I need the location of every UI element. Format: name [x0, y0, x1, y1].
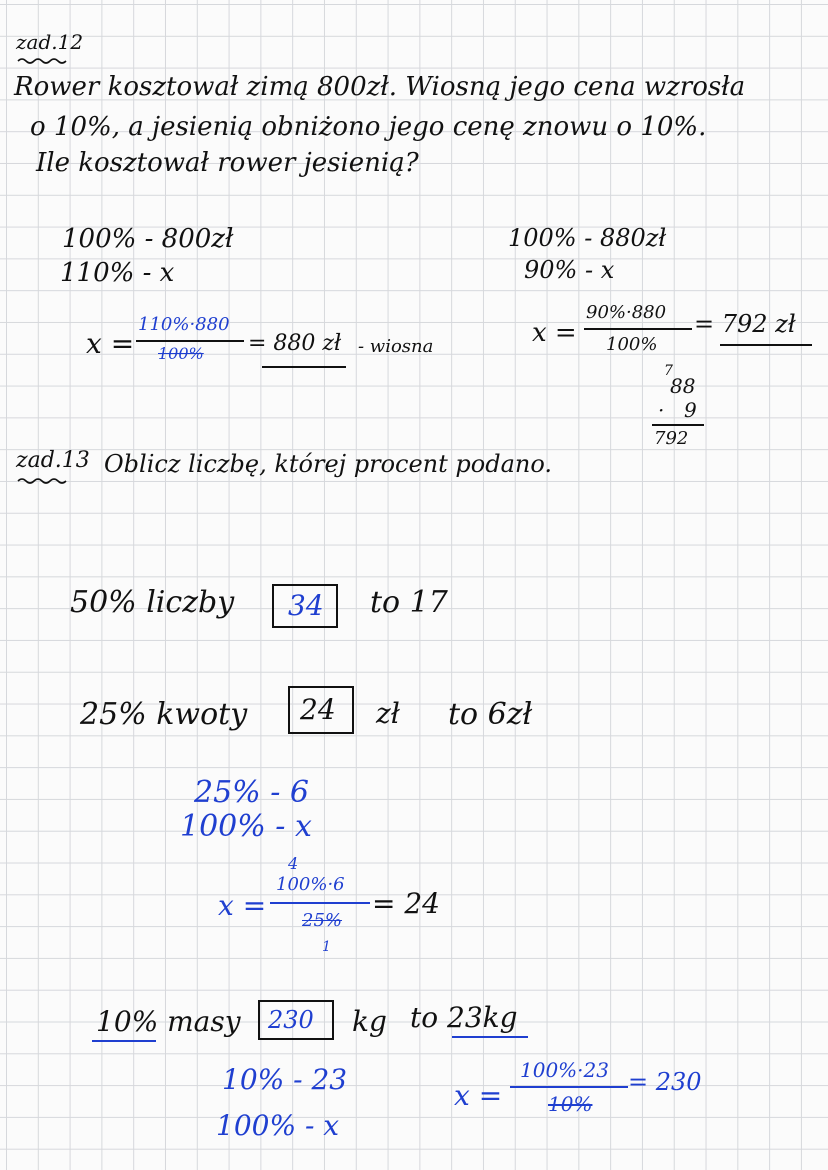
- item3-post: to 23kg: [410, 1001, 518, 1034]
- left-prop1: 100% - 800zł: [62, 224, 234, 254]
- right-numerator: 90%·880: [586, 302, 667, 323]
- item3-pre: 10% masy: [96, 1005, 241, 1038]
- item3-x-eq: x =: [454, 1079, 503, 1112]
- item3-answer: 230: [268, 1006, 314, 1034]
- item2-answer: 24: [300, 693, 336, 726]
- item1-post: to 17: [370, 585, 448, 620]
- item3-post-underline: [452, 1036, 528, 1038]
- item2-result: = 24: [372, 887, 440, 920]
- item1-answer-box: [272, 584, 338, 628]
- item3-prop1: 10% - 23: [222, 1063, 348, 1096]
- right-fraction-bar: [584, 328, 692, 330]
- right-denominator: 100%: [606, 334, 658, 355]
- calc-mul: ·: [658, 398, 665, 422]
- heading-underline: [16, 476, 86, 486]
- left-denominator: 100%: [158, 344, 204, 363]
- left-result-underline: [262, 366, 346, 368]
- item1-pre: 50% liczby: [70, 585, 235, 620]
- item2-prop1: 25% - 6: [194, 775, 309, 810]
- item2-x-eq: x =: [218, 889, 267, 922]
- item1-answer: 34: [288, 589, 324, 622]
- item2-prop2: 100% - x: [180, 809, 312, 844]
- item2-fraction-bar: [270, 902, 370, 904]
- left-x-eq: x =: [86, 327, 135, 360]
- heading-underline: [16, 56, 86, 66]
- item2-unit: zł: [376, 697, 400, 730]
- calc-by: 9: [684, 398, 697, 422]
- item3-answer-box: [258, 1000, 334, 1040]
- item2-answer-box: [288, 686, 354, 734]
- right-prop1: 100% - 880zł: [508, 224, 667, 252]
- right-x-eq: x =: [532, 318, 577, 348]
- zad13-instruction: Oblicz liczbę, której procent podano.: [104, 450, 553, 478]
- item2-pre: 25% kwoty: [80, 697, 248, 732]
- right-result-underline: [720, 344, 812, 346]
- zad12-line3: Ile kosztował rower jesienią?: [36, 148, 419, 178]
- cancel-top: 4: [288, 854, 299, 873]
- item3-denominator: 10%: [548, 1092, 593, 1116]
- zad12-line2: o 10%, a jesienią obniżono jego cenę znowu o 10%.: [30, 112, 707, 142]
- item3-numerator: 100%·23: [520, 1058, 609, 1082]
- left-result: = 880 zł: [248, 331, 342, 356]
- left-prop2: 110% - x: [60, 258, 175, 288]
- zad12-line1: Rower kosztował zimą 800zł. Wiosną jego cena wzrosła: [14, 72, 746, 102]
- right-prop2: 90% - x: [524, 256, 615, 284]
- zad12-heading: zad.12: [16, 30, 84, 54]
- item3-unit: kg: [352, 1005, 387, 1038]
- item2-numerator: 100%·6: [276, 874, 345, 895]
- item2-denominator: 25%: [302, 910, 343, 931]
- right-result: = 792 zł: [694, 310, 796, 338]
- calc-result: 792: [654, 428, 689, 449]
- item3-prop2: 100% - x: [216, 1109, 340, 1142]
- item2-post: to 6zł: [448, 697, 533, 732]
- zad13-heading: zad.13: [16, 448, 90, 473]
- left-numerator: 110%·880: [138, 314, 230, 335]
- calc-bar: [652, 424, 704, 426]
- item3-pre-underline: [92, 1040, 156, 1042]
- calc-carry: 7: [664, 363, 673, 379]
- item3-result: = 230: [628, 1068, 702, 1096]
- cancel-bottom: 1: [322, 939, 331, 955]
- calc-top: 88: [670, 374, 696, 398]
- left-note: - wiosna: [358, 336, 434, 357]
- item3-fraction-bar: [510, 1086, 628, 1088]
- left-fraction-bar: [136, 340, 244, 342]
